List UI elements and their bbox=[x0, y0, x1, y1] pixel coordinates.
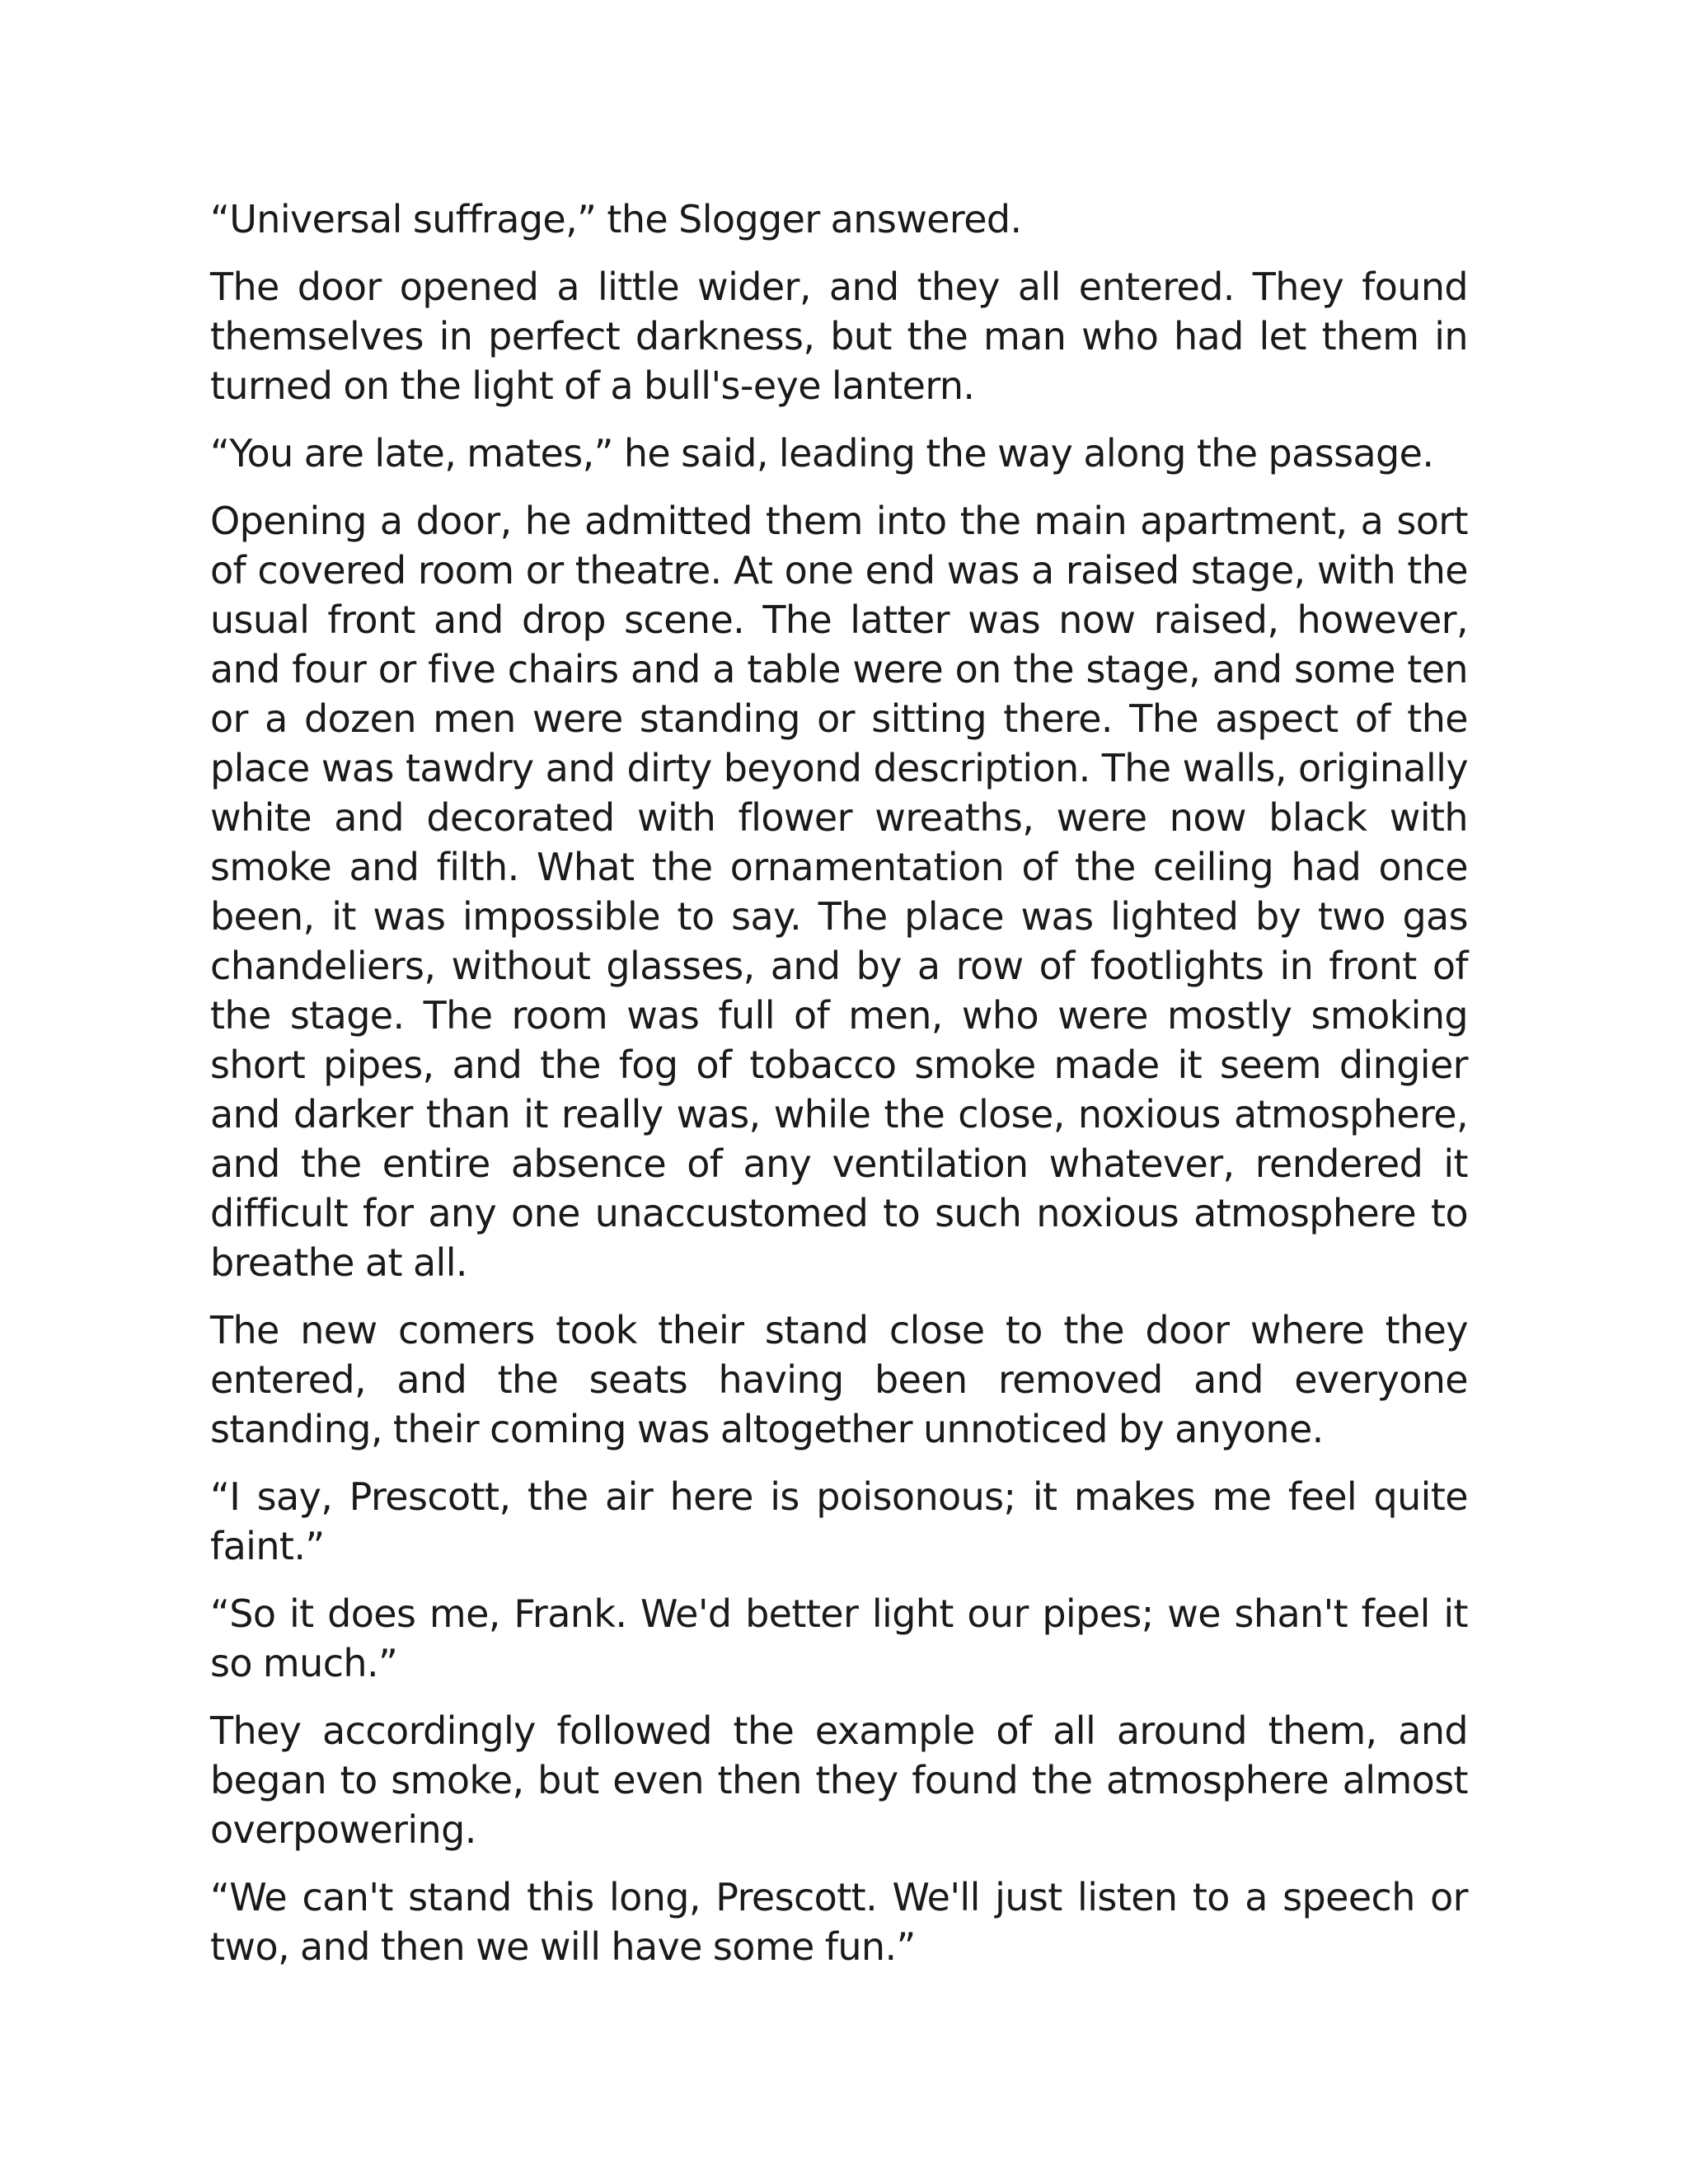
paragraph: Opening a door, he admitted them into the main apartment, a sort of covered room or theatre. At one end was a raised stage, with the usual front and drop scene. The latter was now raised, however, and four or five chairs and a table were on the stage, and some ten or a dozen men were standing or sitting there. The aspect of the place was tawdry and dirty beyond description. The walls, originally white and decorated with flower wreaths, were now black with smoke and filth. What the ornamentation of the ceiling had once been, it was impossible to say. The place was lighted by two gas chandeliers, without glasses, and by a row of footlights in front of the stage. The room was full of men, who were mostly smoking short pipes, and the fog of tobacco smoke made it seem dingier and darker than it really was, while the close, noxious atmosphere, and the entire absence of any ventilation whatever, rendered it difficult for any one unaccustomed to such noxious atmosphere to breathe at all. bbox=[210, 499, 1468, 1285]
paragraph: “Universal suffrage,” the Slogger answered. bbox=[210, 197, 1022, 241]
paragraph: They accordingly followed the example of all around them, and began to smoke, but even then they found the atmosphere almost overpowering. bbox=[210, 1708, 1468, 1852]
paragraph: “I say, Prescott, the air here is poisonous; it makes me feel quite faint.” bbox=[210, 1474, 1468, 1568]
paragraph: The door opened a little wider, and they all entered. They found themselves in perfect darkness, but the man who had let them in turned on the light of a bull's-eye lantern. bbox=[210, 265, 1468, 408]
paragraph: “You are late, mates,” he said, leading the way along the passage. bbox=[210, 431, 1434, 476]
paragraph: The new comers took their stand close to the door where they entered, and the seats having been removed and everyone standing, their coming was altogether unnoticed by anyone. bbox=[210, 1308, 1468, 1451]
paragraph: “We can't stand this long, Prescott. We'll just listen to a speech or two, and then we will have some fun.” bbox=[210, 1875, 1468, 1969]
text-body bbox=[210, 194, 1468, 1990]
paragraph: “So it does me, Frank. We'd better light our pipes; we shan't feel it so much.” bbox=[210, 1591, 1468, 1685]
